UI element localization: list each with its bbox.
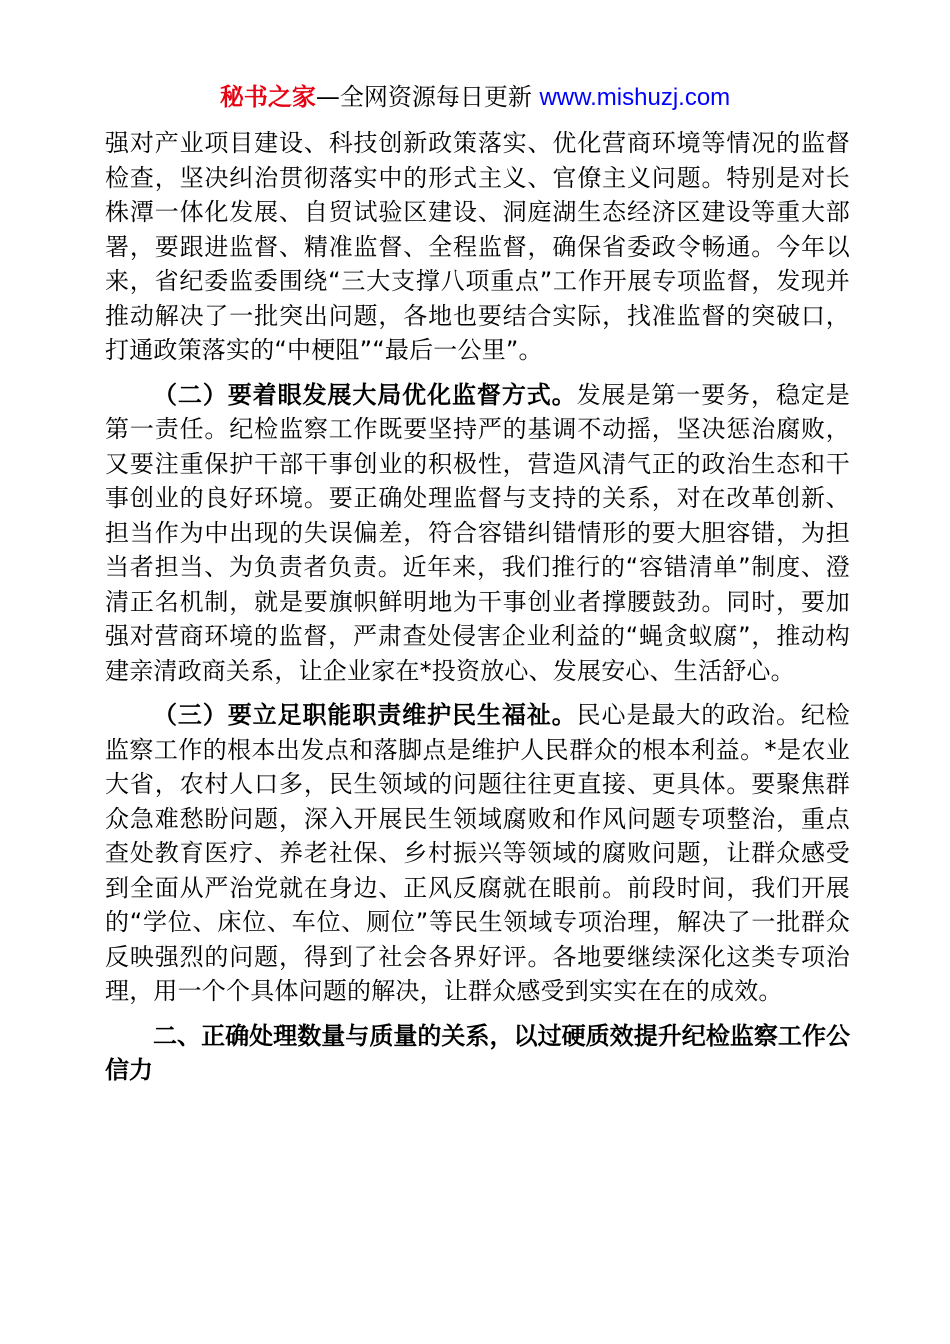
site-url-link[interactable]: www.mishuzj.com [539,84,731,111]
header-tagline: —全网资源每日更新 [315,83,540,111]
site-header [0,80,950,115]
paragraph-lead-2: （二）要着眼发展大局优化监督方式。 [153,380,577,409]
brand-name: 秘书之家 [219,83,316,111]
paragraph-continued: 强对产业项目建设、科技创新政策落实、优化营商环境等情况的监督检查，坚决纠治贯彻落实中的形式主义、官僚主义问题。特别是对长株潭一体化发展、自贸试验区建设、洞庭湖生态经济区建设等重大部署，要跟进监督、精准监督、全程监督，确保省委政令畅通。今年以来，省纪委监委围绕“三大支撑八项重点”工作开展专项监督，发现并推动解决了一批突出问题，各地也要结合实际，找准监督的突破口，打通政策落实的“中梗阻”“最后一公里”。 [105,129,850,364]
paragraph-lead-3: （三）要立足职能职责维护民生福祉。 [153,701,577,729]
document-body [105,126,850,1088]
paragraph-body-2: 发展是第一要务，稳定是第一责任。纪检监察工作既要坚持严的基调不动摇，坚决惩治腐败，又要注重保护干部干事创业的积极性，营造风清气正的政治生态和干事创业的良好环境。要正确处理监督与支持的关系，对在改革创新、担当作为中出现的失误偏差，符合容错纠错情形的要大胆容错，为担当者担当、为负责者负责。近年来，我们推行的“容错清单”制度、澄清正名机制，就是要旗帜鲜明地为干事创业者撑腰鼓劲。同时，要加强对营商环境的监督，严肃查处侵害企业利益的“蝇贪蚁腐”，推动构建亲清政商关系，让企业家在*投资放心、发展安心、生活舒心。 [105,380,850,685]
paragraph-body-3: 民心是最大的政治。纪检监察工作的根本出发点和落脚点是维护人民群众的根本利益。*是农业大省，农村人口多，民生领域的问题往往更直接、更具体。要聚焦群众急难愁盼问题，深入开展民生领域腐败和作风问题专项整治，重点查处教育医疗、养老社保、乡村振兴等领域的腐败问题，让群众感受到全面从严治党就在身边、正风反腐就在眼前。前段时间，我们开展的“学位、床位、车位、厕位”等民生领域专项治理，解决了一批群众反映强烈的问题，得到了社会各界好评。各地要继续深化这类专项治理，用一个个具体问题的解决，让群众感受到实实在在的成效。 [105,701,850,1005]
section-heading: 二、正确处理数量与质量的关系，以过硬质效提升纪检监察工作公信力 [105,1021,850,1084]
paragraph-section-3 [105,698,850,1009]
paragraph-section-2 [105,378,850,689]
